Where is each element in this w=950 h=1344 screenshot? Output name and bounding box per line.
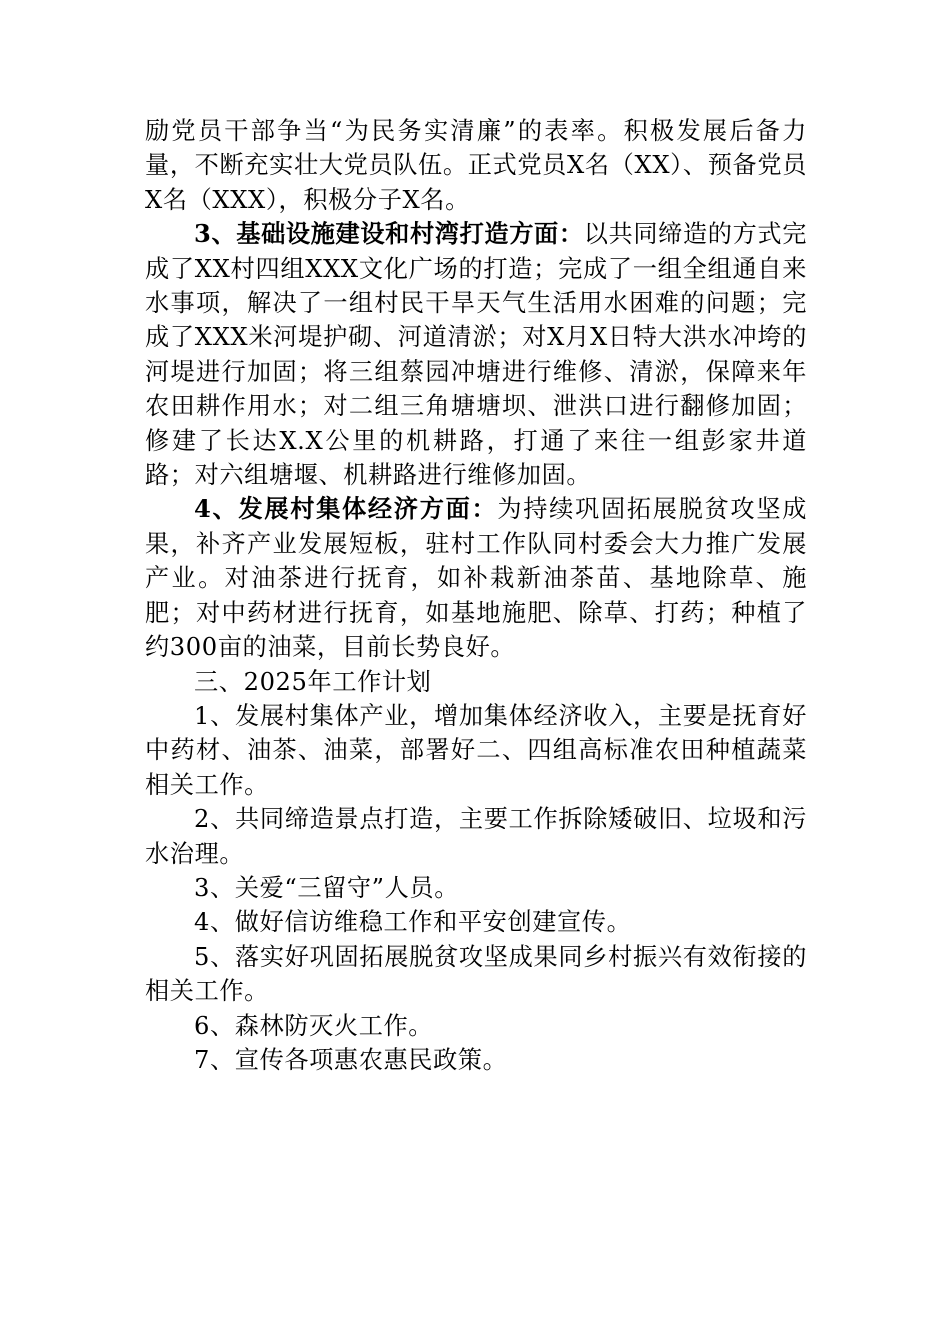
paragraph-collective-economy: [145, 492, 807, 664]
paragraph-heading: 3、基础设施建设和村湾打造方面：: [194, 219, 584, 249]
plan-item-text: 4、做好信访维稳工作和平安创建宣传。: [194, 908, 632, 937]
plan-item-7: [145, 1043, 807, 1077]
plan-item-5: [145, 940, 807, 1009]
plan-item-text: 2、共同缔造景点打造，主要工作拆除矮破旧、垃圾和污水治理。: [145, 805, 807, 868]
paragraph-text: 为持续巩固拓展脱贫攻坚成果，补齐产业发展短板，驻村工作队同村委会大力推广发展产业。对油茶进行抚育，如补栽新油茶苗、基地除草、施肥；对中药材进行抚育，如基地施肥、除草、打药；种植了约300亩的油菜，目前长势良好。: [145, 495, 807, 662]
paragraph-text: 以共同缔造的方式完成了XX村四组XXX文化广场的打造；完成了一组全组通自来水事项，解决了一组村民干旱天气生活用水困难的问题；完成了XXX米河堤护砌、河道清淤；对X月X日特大洪水冲垮的河堤进行加固；将三组蔡园冲塘进行维修、清淤，保障来年农田耕作用水；对二组三角塘塘坝、泄洪口进行翻修加固；修建了长达X.X公里的机耕路，打通了来往一组彭家井道路；对六组塘堰、机耕路进行维修加固。: [145, 220, 807, 490]
section-heading-text: 三、2025年工作计划: [194, 667, 432, 696]
plan-item-text: 1、发展村集体产业，增加集体经济收入，主要是抚育好中药材、油茶、油菜，部署好二、四组高标准农田种植蔬菜相关工作。: [145, 701, 807, 799]
paragraph-heading: 4、发展村集体经济方面：: [194, 494, 498, 524]
plan-item-text: 3、关爱“三留守”人员。: [194, 873, 460, 902]
paragraph-party-members: [145, 114, 807, 217]
plan-item-text: 6、森林防灭火工作。: [194, 1011, 434, 1040]
paragraph-text: 励党员干部争当“为民务实清廉”的表率。积极发展后备力量，不断充实壮大党员队伍。正式党员X名（XX）、预备党员X名（XXX），积极分子X名。: [145, 117, 807, 214]
section-heading-2025-plan: [145, 665, 807, 699]
plan-item-text: 7、宣传各项惠农惠民政策。: [194, 1045, 508, 1074]
document-page: [145, 114, 807, 1077]
plan-item-3: [145, 871, 807, 905]
paragraph-infrastructure: [145, 217, 807, 492]
plan-item-text: 5、落实好巩固拓展脱贫攻坚成果同乡村振兴有效衔接的相关工作。: [145, 942, 807, 1006]
plan-item-1: [145, 699, 807, 802]
plan-item-2: [145, 802, 807, 871]
plan-item-6: [145, 1009, 807, 1043]
plan-item-4: [145, 905, 807, 939]
